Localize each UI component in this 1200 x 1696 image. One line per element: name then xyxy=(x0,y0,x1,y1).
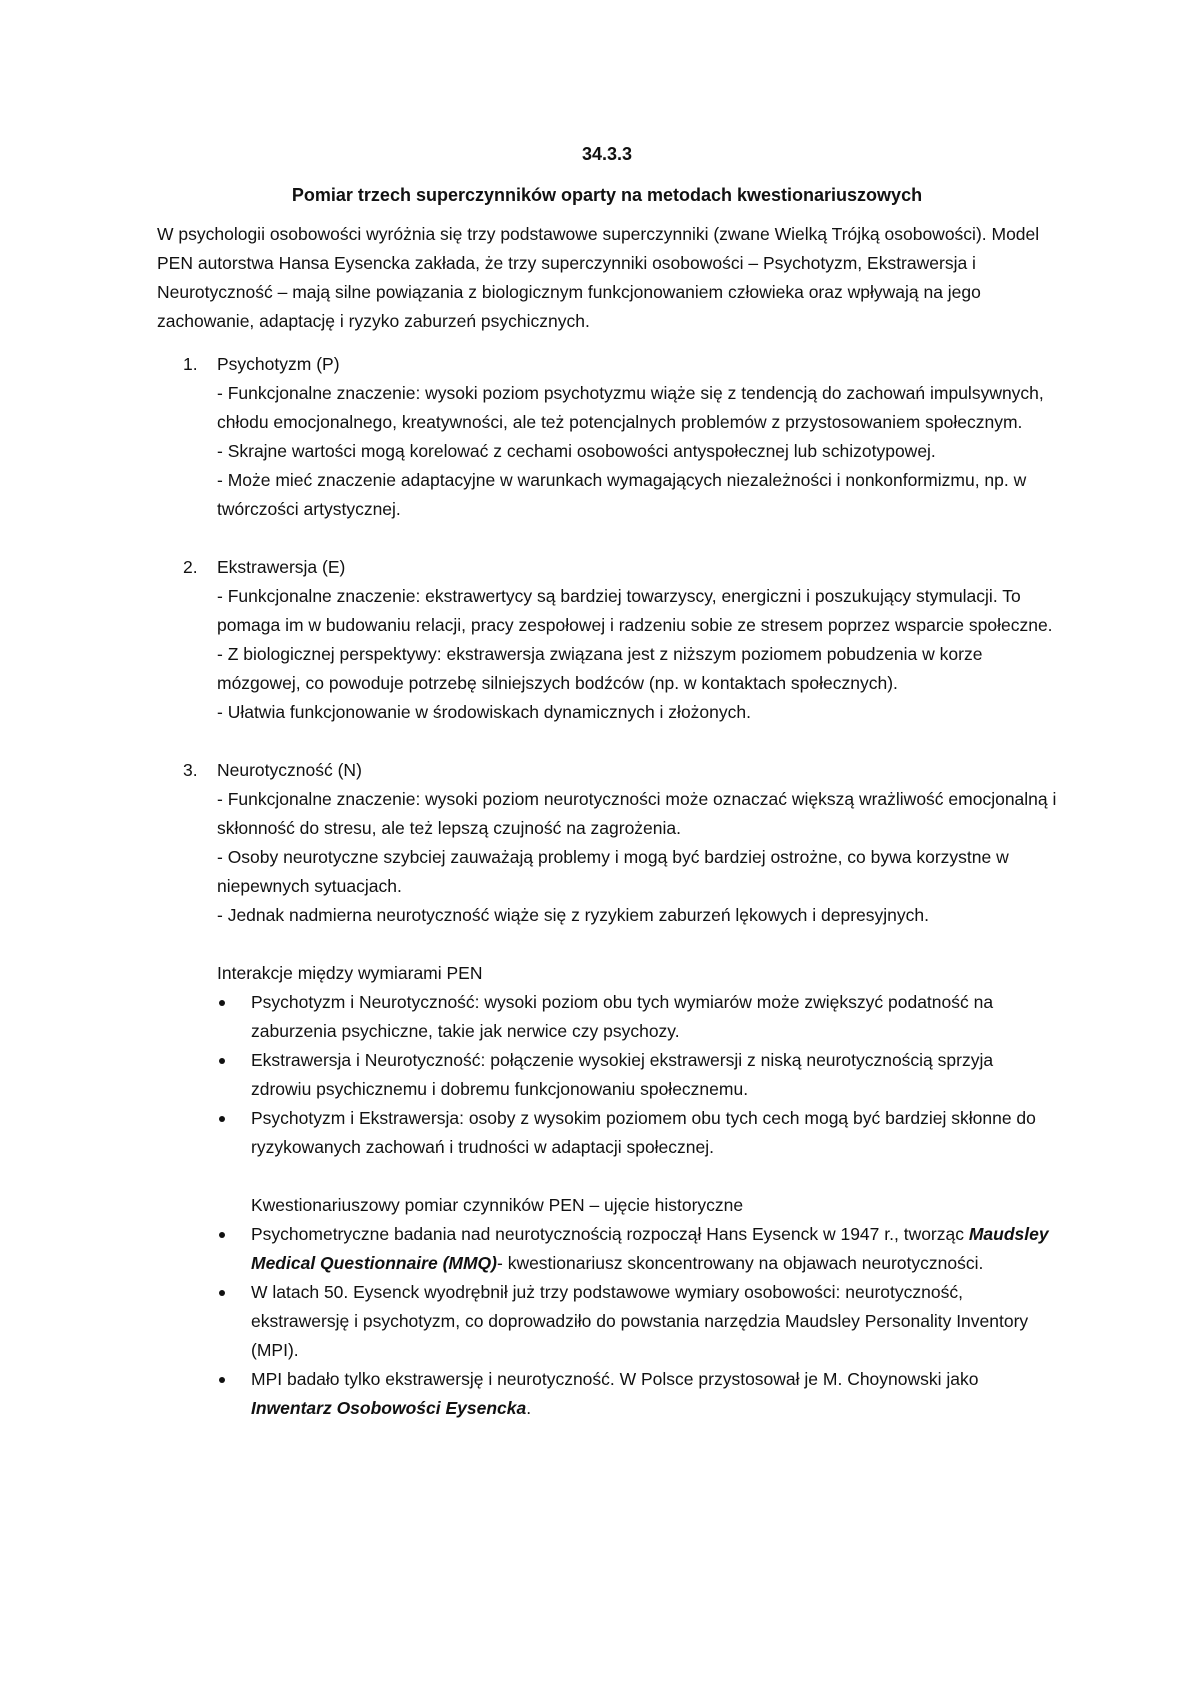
factor-point: - Z biologicznej perspektywy: ekstrawersja związana jest z niższym poziomem pobudzenia w korze mózgowej, co powoduje potrzebę silniejszych bodźców (np. w kontaktach społecznych). xyxy=(217,644,983,693)
factor-number: 2. xyxy=(183,557,198,577)
bullet-icon xyxy=(219,1377,225,1383)
section-number: 34.3.3 xyxy=(581,144,633,164)
factor-list xyxy=(157,350,1057,930)
list-item-text: Psychotyzm i Neurotyczność: wysoki poziom obu tych wymiarów może zwiększyć podatność na zaburzenia psychiczne, takie jak nerwice czy psychozy. xyxy=(251,992,994,1041)
bullet-icon xyxy=(219,1290,225,1296)
factor-name: Ekstrawersja (E) xyxy=(217,557,346,577)
inventory-name: Inwentarz Osobowości Eysencka xyxy=(251,1398,527,1418)
factor-point: - Może mieć znaczenie adaptacyjne w warunkach wymagających niezależności i nonkonformizmu, np. w twórczości artystycznej. xyxy=(217,470,1027,519)
list-item-text: Ekstrawersja i Neurotyczność: połączenie wysokiej ekstrawersji z niską neurotycznością sprzyja zdrowiu psychicznemu i dobremu funkcjonowaniu społecznemu. xyxy=(251,1050,994,1099)
factor-item-neuroticism xyxy=(157,756,1057,930)
list-item xyxy=(217,1046,1057,1104)
factor-item-psychoticism xyxy=(157,350,1057,524)
factor-name: Neurotyczność (N) xyxy=(217,760,362,780)
list-item-text: W latach 50. Eysenck wyodrębnił już trzy podstawowe wymiary osobowości: neurotyczność, ekstrawersję i psychotyzm, co doprowadziło do powstania narzędzia Maudsley Personality Inventory (MPI). xyxy=(251,1282,1029,1360)
list-item-text: Psychotyzm i Ekstrawersja: osoby z wysokim poziomem obu tych cech mogą być bardziej skłonne do ryzykowanych zachowań i trudności w adaptacji społecznej. xyxy=(251,1108,1036,1157)
questionnaire-name-mmq: Maudsley Medical Questionnaire (MMQ) xyxy=(251,1224,1049,1273)
list-item xyxy=(217,1104,1057,1162)
document-body xyxy=(157,140,1057,1423)
factor-name: Psychotyzm (P) xyxy=(217,354,340,374)
factor-item-extraversion xyxy=(157,553,1057,727)
list-item-text-before: Psychometryczne badania nad neurotycznością rozpoczął Hans Eysenck w 1947 r., tworząc xyxy=(251,1224,969,1244)
bullet-icon xyxy=(219,1058,225,1064)
list-item-text-after: . xyxy=(526,1398,532,1418)
list-item xyxy=(217,988,1057,1046)
history-list xyxy=(217,1220,1057,1423)
interactions-heading: Interakcje między wymiarami PEN xyxy=(217,963,483,983)
factor-point: - Skrajne wartości mogą korelować z cechami osobowości antyspołecznej lub schizotypowej. xyxy=(217,441,936,461)
list-item xyxy=(217,1220,1057,1278)
factor-point: - Jednak nadmierna neurotyczność wiąże się z ryzykiem zaburzeń lękowych i depresyjnych. xyxy=(217,905,929,925)
bullet-icon xyxy=(219,1232,225,1238)
bullet-icon xyxy=(219,1116,225,1122)
factor-number: 1. xyxy=(183,354,198,374)
factor-point: - Osoby neurotyczne szybciej zauważają problemy i mogą być bardziej ostrożne, co bywa korzystne w niepewnych sytuacjach. xyxy=(217,847,1009,896)
section-title: Pomiar trzech superczynników oparty na metodach kwestionariuszowych xyxy=(291,185,923,205)
factor-number: 3. xyxy=(183,760,198,780)
intro-paragraph: W psychologii osobowości wyróżnia się trzy podstawowe superczynniki (zwane Wielką Trójką osobowości). Model PEN autorstwa Hansa Eysencka zakłada, że trzy superczynniki osobowości – Psychotyzm, Ekstrawersja i Neurotyczność – mają silne powiązania z biologicznym funkcjonowaniem człowieka oraz wpływają na jego zachowanie, adaptację i ryzyko zaburzeń psychicznych. xyxy=(157,224,1040,331)
bullet-icon xyxy=(219,1000,225,1006)
interactions-list xyxy=(217,988,1057,1162)
factor-point: - Ułatwia funkcjonowanie w środowiskach dynamicznych i złożonych. xyxy=(217,702,751,722)
factor-point: - Funkcjonalne znaczenie: wysoki poziom neurotyczności może oznaczać większą wrażliwość emocjonalną i skłonność do stresu, ale też lepszą czujność na zagrożenia. xyxy=(217,789,1057,838)
factor-point: - Funkcjonalne znaczenie: ekstrawertycy są bardziej towarzyscy, energiczni i poszukujący stymulacji. To pomaga im w budowaniu relacji, pracy zespołowej i radzeniu sobie ze stresem poprzez wsparcie społeczne. xyxy=(217,586,1053,635)
factor-point: - Funkcjonalne znaczenie: wysoki poziom psychotyzmu wiąże się z tendencją do zachowań impulsywnych, chłodu emocjonalnego, kreatywności, ale też potencjalnych problemów z przystosowaniem społecznym. xyxy=(217,383,1044,432)
list-item-text-before: MPI badało tylko ekstrawersję i neurotyczność. W Polsce przystosował je M. Choynowski jako xyxy=(251,1369,979,1389)
list-item xyxy=(217,1365,1057,1423)
list-item-text-after: - kwestionariusz skoncentrowany na objawach neurotyczności. xyxy=(497,1253,984,1273)
history-heading: Kwestionariuszowy pomiar czynników PEN – ujęcie historyczne xyxy=(251,1195,744,1215)
list-item xyxy=(217,1278,1057,1365)
